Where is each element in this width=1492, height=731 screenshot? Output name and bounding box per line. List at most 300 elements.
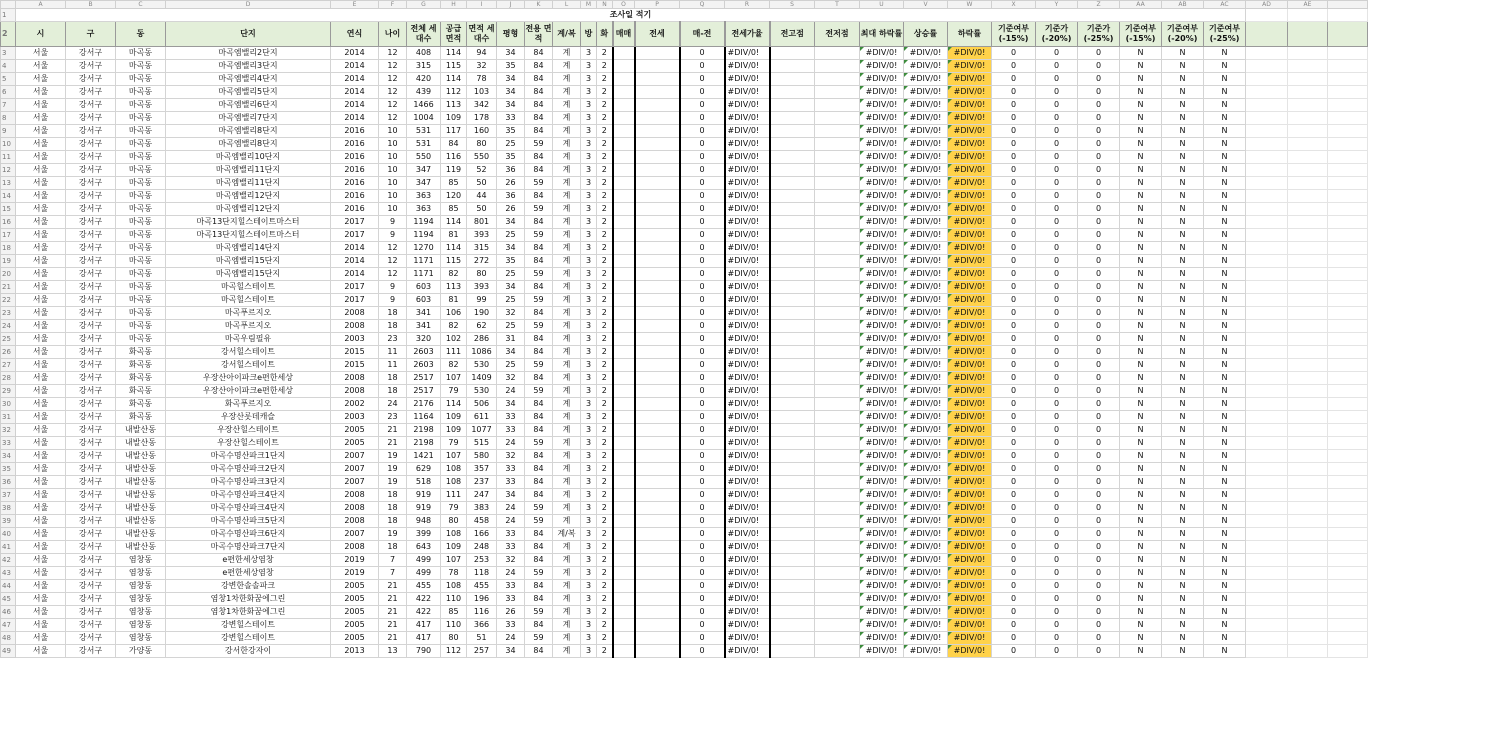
- data-cell[interactable]: #DIV/0!: [725, 268, 770, 281]
- data-cell[interactable]: [770, 177, 815, 190]
- data-cell[interactable]: [635, 86, 680, 99]
- data-cell[interactable]: 강서구: [66, 346, 116, 359]
- data-cell[interactable]: #DIV/0!: [948, 125, 992, 138]
- data-cell[interactable]: #DIV/0!: [948, 203, 992, 216]
- data-cell[interactable]: 화곡동: [116, 398, 166, 411]
- data-cell[interactable]: 내발산동: [116, 489, 166, 502]
- data-cell[interactable]: 108: [441, 528, 467, 541]
- data-cell[interactable]: 계: [553, 606, 581, 619]
- data-cell[interactable]: [815, 359, 860, 372]
- data-cell[interactable]: 0: [1036, 359, 1078, 372]
- data-cell[interactable]: #DIV/0!: [860, 60, 904, 73]
- data-cell[interactable]: [613, 437, 635, 450]
- data-cell[interactable]: 2016: [331, 125, 379, 138]
- data-cell[interactable]: [635, 385, 680, 398]
- empty-cell[interactable]: [1246, 476, 1288, 489]
- data-cell[interactable]: 2016: [331, 138, 379, 151]
- data-cell[interactable]: 84: [525, 346, 553, 359]
- data-cell[interactable]: [635, 528, 680, 541]
- data-cell[interactable]: 0: [1036, 255, 1078, 268]
- data-cell[interactable]: 계: [553, 151, 581, 164]
- data-cell[interactable]: 0: [680, 359, 725, 372]
- data-cell[interactable]: 마곡동: [116, 307, 166, 320]
- data-cell[interactable]: #DIV/0!: [860, 99, 904, 112]
- data-cell[interactable]: [613, 60, 635, 73]
- data-cell[interactable]: 3: [581, 372, 597, 385]
- data-cell[interactable]: 0: [1036, 463, 1078, 476]
- data-cell[interactable]: 2014: [331, 73, 379, 86]
- data-cell[interactable]: #DIV/0!: [904, 606, 948, 619]
- data-cell[interactable]: 85: [441, 203, 467, 216]
- data-cell[interactable]: 0: [1078, 164, 1120, 177]
- data-cell[interactable]: 0: [1036, 632, 1078, 645]
- data-cell[interactable]: 3: [581, 554, 597, 567]
- data-cell[interactable]: 2: [597, 333, 613, 346]
- data-cell[interactable]: 0: [1078, 554, 1120, 567]
- data-cell[interactable]: #DIV/0!: [725, 463, 770, 476]
- data-cell[interactable]: [770, 502, 815, 515]
- empty-cell[interactable]: [1246, 294, 1288, 307]
- data-cell[interactable]: 110: [441, 593, 467, 606]
- data-cell[interactable]: N: [1162, 229, 1204, 242]
- data-cell[interactable]: 107: [441, 450, 467, 463]
- empty-cell[interactable]: [1288, 255, 1328, 268]
- data-cell[interactable]: 166: [467, 528, 497, 541]
- corner-cell[interactable]: [1, 1, 16, 9]
- data-cell[interactable]: [770, 515, 815, 528]
- data-cell[interactable]: 84: [525, 99, 553, 112]
- row-number[interactable]: 46: [1, 606, 16, 619]
- data-cell[interactable]: 마곡수명산파크6단지: [166, 528, 331, 541]
- data-cell[interactable]: #DIV/0!: [725, 203, 770, 216]
- data-cell[interactable]: 32: [497, 450, 525, 463]
- data-cell[interactable]: #DIV/0!: [904, 346, 948, 359]
- data-cell[interactable]: N: [1204, 424, 1246, 437]
- data-cell[interactable]: 0: [992, 541, 1036, 554]
- data-cell[interactable]: N: [1120, 333, 1162, 346]
- data-cell[interactable]: [815, 99, 860, 112]
- data-cell[interactable]: #DIV/0!: [948, 333, 992, 346]
- data-cell[interactable]: #DIV/0!: [948, 463, 992, 476]
- data-cell[interactable]: 마곡수명산파크4단지: [166, 502, 331, 515]
- data-cell[interactable]: N: [1204, 502, 1246, 515]
- empty-cell[interactable]: [1328, 593, 1368, 606]
- data-cell[interactable]: 서울: [16, 138, 66, 151]
- data-cell[interactable]: 363: [407, 190, 441, 203]
- data-cell[interactable]: 84: [525, 151, 553, 164]
- data-cell[interactable]: 3: [581, 164, 597, 177]
- data-cell[interactable]: 0: [992, 294, 1036, 307]
- data-cell[interactable]: #DIV/0!: [948, 476, 992, 489]
- data-cell[interactable]: N: [1204, 372, 1246, 385]
- data-cell[interactable]: N: [1120, 502, 1162, 515]
- data-cell[interactable]: [770, 190, 815, 203]
- data-cell[interactable]: 2176: [407, 398, 441, 411]
- data-cell[interactable]: #DIV/0!: [904, 203, 948, 216]
- data-cell[interactable]: N: [1162, 619, 1204, 632]
- data-cell[interactable]: 3: [581, 151, 597, 164]
- data-cell[interactable]: 36: [497, 190, 525, 203]
- data-cell[interactable]: 3: [581, 424, 597, 437]
- empty-cell[interactable]: [1288, 463, 1328, 476]
- empty-cell[interactable]: [1328, 268, 1368, 281]
- data-cell[interactable]: 114: [441, 216, 467, 229]
- row-number[interactable]: 44: [1, 580, 16, 593]
- data-cell[interactable]: 3: [581, 47, 597, 60]
- data-cell[interactable]: #DIV/0!: [860, 502, 904, 515]
- data-cell[interactable]: 2015: [331, 346, 379, 359]
- empty-cell[interactable]: [1246, 424, 1288, 437]
- empty-cell[interactable]: [1328, 125, 1368, 138]
- column-header-cell[interactable]: 평형: [497, 22, 525, 47]
- empty-cell[interactable]: [1246, 138, 1288, 151]
- data-cell[interactable]: 3: [581, 606, 597, 619]
- data-cell[interactable]: 80: [441, 515, 467, 528]
- data-cell[interactable]: [635, 593, 680, 606]
- empty-cell[interactable]: [1288, 580, 1328, 593]
- data-cell[interactable]: [815, 47, 860, 60]
- data-cell[interactable]: [613, 359, 635, 372]
- data-cell[interactable]: 23: [379, 333, 407, 346]
- data-cell[interactable]: 마곡동: [116, 112, 166, 125]
- data-cell[interactable]: 강서구: [66, 60, 116, 73]
- data-cell[interactable]: N: [1162, 60, 1204, 73]
- data-cell[interactable]: [613, 567, 635, 580]
- data-cell[interactable]: 0: [1078, 268, 1120, 281]
- data-cell[interactable]: #DIV/0!: [860, 151, 904, 164]
- data-cell[interactable]: 강서구: [66, 437, 116, 450]
- data-cell[interactable]: 화곡동: [116, 411, 166, 424]
- data-cell[interactable]: N: [1120, 60, 1162, 73]
- data-cell[interactable]: 34: [497, 645, 525, 658]
- data-cell[interactable]: 마곡동: [116, 164, 166, 177]
- data-cell[interactable]: N: [1204, 320, 1246, 333]
- data-cell[interactable]: 염창동: [116, 567, 166, 580]
- data-cell[interactable]: 계: [553, 372, 581, 385]
- data-cell[interactable]: 0: [1078, 307, 1120, 320]
- data-cell[interactable]: N: [1162, 242, 1204, 255]
- data-cell[interactable]: N: [1204, 229, 1246, 242]
- data-cell[interactable]: #DIV/0!: [725, 294, 770, 307]
- data-cell[interactable]: #DIV/0!: [725, 190, 770, 203]
- data-cell[interactable]: #DIV/0!: [904, 47, 948, 60]
- column-header-y[interactable]: Y: [1036, 1, 1078, 9]
- empty-cell[interactable]: [1328, 60, 1368, 73]
- data-cell[interactable]: [613, 203, 635, 216]
- data-cell[interactable]: 393: [467, 281, 497, 294]
- data-cell[interactable]: #DIV/0!: [725, 164, 770, 177]
- empty-cell[interactable]: [1328, 164, 1368, 177]
- row-number[interactable]: 37: [1, 489, 16, 502]
- data-cell[interactable]: 25: [497, 138, 525, 151]
- data-cell[interactable]: [815, 294, 860, 307]
- data-cell[interactable]: 염창동: [116, 606, 166, 619]
- data-cell[interactable]: 계: [553, 307, 581, 320]
- data-cell[interactable]: 0: [680, 554, 725, 567]
- empty-cell[interactable]: [1288, 151, 1328, 164]
- data-cell[interactable]: [635, 398, 680, 411]
- data-cell[interactable]: 우장산아이파크e편한세상: [166, 372, 331, 385]
- data-cell[interactable]: 0: [1036, 86, 1078, 99]
- data-cell[interactable]: 강서구: [66, 619, 116, 632]
- data-cell[interactable]: 0: [1078, 619, 1120, 632]
- data-cell[interactable]: 계: [553, 203, 581, 216]
- data-cell[interactable]: 2198: [407, 437, 441, 450]
- data-cell[interactable]: #DIV/0!: [725, 138, 770, 151]
- data-cell[interactable]: N: [1120, 632, 1162, 645]
- data-cell[interactable]: 계: [553, 242, 581, 255]
- data-cell[interactable]: [815, 190, 860, 203]
- data-cell[interactable]: #DIV/0!: [904, 476, 948, 489]
- data-cell[interactable]: 0: [1078, 489, 1120, 502]
- data-cell[interactable]: 26: [497, 177, 525, 190]
- data-cell[interactable]: 0: [1078, 242, 1120, 255]
- data-cell[interactable]: 0: [992, 385, 1036, 398]
- data-cell[interactable]: N: [1204, 359, 1246, 372]
- data-cell[interactable]: N: [1120, 138, 1162, 151]
- data-cell[interactable]: 84: [525, 242, 553, 255]
- data-cell[interactable]: #DIV/0!: [904, 190, 948, 203]
- data-cell[interactable]: 3: [581, 216, 597, 229]
- data-cell[interactable]: 117: [441, 125, 467, 138]
- data-cell[interactable]: 서울: [16, 73, 66, 86]
- data-cell[interactable]: 0: [1078, 203, 1120, 216]
- data-cell[interactable]: 마곡동: [116, 151, 166, 164]
- empty-cell[interactable]: [1328, 333, 1368, 346]
- data-cell[interactable]: 109: [441, 541, 467, 554]
- data-cell[interactable]: 10: [379, 164, 407, 177]
- data-cell[interactable]: N: [1204, 86, 1246, 99]
- empty-cell[interactable]: [1246, 645, 1288, 658]
- data-cell[interactable]: 115: [441, 60, 467, 73]
- data-cell[interactable]: 84: [525, 164, 553, 177]
- data-cell[interactable]: [770, 567, 815, 580]
- data-cell[interactable]: 0: [992, 346, 1036, 359]
- data-cell[interactable]: 계: [553, 268, 581, 281]
- data-cell[interactable]: 112: [441, 86, 467, 99]
- data-cell[interactable]: [770, 294, 815, 307]
- data-cell[interactable]: N: [1204, 437, 1246, 450]
- row-number[interactable]: 19: [1, 255, 16, 268]
- data-cell[interactable]: 마곡동: [116, 99, 166, 112]
- data-cell[interactable]: N: [1120, 216, 1162, 229]
- data-cell[interactable]: 0: [680, 541, 725, 554]
- data-cell[interactable]: 118: [467, 567, 497, 580]
- data-cell[interactable]: 1164: [407, 411, 441, 424]
- data-cell[interactable]: N: [1204, 138, 1246, 151]
- data-cell[interactable]: [815, 437, 860, 450]
- data-cell[interactable]: 염창동: [116, 580, 166, 593]
- empty-cell[interactable]: [1246, 73, 1288, 86]
- data-cell[interactable]: 화곡동: [116, 385, 166, 398]
- data-cell[interactable]: [613, 307, 635, 320]
- data-cell[interactable]: [815, 645, 860, 658]
- data-cell[interactable]: 0: [992, 73, 1036, 86]
- data-cell[interactable]: 강서구: [66, 424, 116, 437]
- data-cell[interactable]: 계: [553, 398, 581, 411]
- column-header-w[interactable]: W: [948, 1, 992, 9]
- data-cell[interactable]: N: [1120, 229, 1162, 242]
- data-cell[interactable]: 0: [1036, 281, 1078, 294]
- data-cell[interactable]: 515: [467, 437, 497, 450]
- data-cell[interactable]: [770, 164, 815, 177]
- data-cell[interactable]: #DIV/0!: [860, 554, 904, 567]
- data-cell[interactable]: [613, 606, 635, 619]
- data-cell[interactable]: N: [1120, 411, 1162, 424]
- empty-cell[interactable]: [1328, 580, 1368, 593]
- data-cell[interactable]: [635, 47, 680, 60]
- data-cell[interactable]: #DIV/0!: [904, 632, 948, 645]
- data-cell[interactable]: 2: [597, 450, 613, 463]
- data-cell[interactable]: #DIV/0!: [860, 190, 904, 203]
- data-cell[interactable]: [770, 346, 815, 359]
- data-cell[interactable]: #DIV/0!: [904, 424, 948, 437]
- data-cell[interactable]: [815, 333, 860, 346]
- data-cell[interactable]: 2: [597, 281, 613, 294]
- data-cell[interactable]: 0: [680, 372, 725, 385]
- data-cell[interactable]: 0: [1036, 73, 1078, 86]
- data-cell[interactable]: 마곡동: [116, 333, 166, 346]
- data-cell[interactable]: 3: [581, 203, 597, 216]
- data-cell[interactable]: #DIV/0!: [860, 47, 904, 60]
- data-cell[interactable]: 12: [379, 242, 407, 255]
- empty-cell[interactable]: [1288, 437, 1328, 450]
- data-cell[interactable]: #DIV/0!: [725, 632, 770, 645]
- data-cell[interactable]: 0: [680, 125, 725, 138]
- data-cell[interactable]: 0: [1036, 411, 1078, 424]
- data-cell[interactable]: 강서구: [66, 281, 116, 294]
- data-cell[interactable]: 2: [597, 632, 613, 645]
- data-cell[interactable]: 0: [680, 60, 725, 73]
- empty-cell[interactable]: [1246, 281, 1288, 294]
- data-cell[interactable]: 서울: [16, 554, 66, 567]
- data-cell[interactable]: 0: [1078, 138, 1120, 151]
- data-cell[interactable]: 59: [525, 502, 553, 515]
- data-cell[interactable]: 33: [497, 528, 525, 541]
- data-cell[interactable]: 34: [497, 489, 525, 502]
- row-number[interactable]: 38: [1, 502, 16, 515]
- data-cell[interactable]: N: [1120, 190, 1162, 203]
- data-cell[interactable]: 81: [441, 229, 467, 242]
- data-cell[interactable]: 2: [597, 593, 613, 606]
- data-cell[interactable]: [613, 294, 635, 307]
- data-cell[interactable]: #DIV/0!: [725, 554, 770, 567]
- data-cell[interactable]: 3: [581, 619, 597, 632]
- empty-cell[interactable]: [1246, 489, 1288, 502]
- data-cell[interactable]: [815, 151, 860, 164]
- data-cell[interactable]: 3: [581, 450, 597, 463]
- data-cell[interactable]: 마곡동: [116, 242, 166, 255]
- data-cell[interactable]: [815, 268, 860, 281]
- data-cell[interactable]: 801: [467, 216, 497, 229]
- data-cell[interactable]: 2: [597, 177, 613, 190]
- data-cell[interactable]: 499: [407, 554, 441, 567]
- data-cell[interactable]: N: [1162, 294, 1204, 307]
- row-number[interactable]: 14: [1, 190, 16, 203]
- empty-cell[interactable]: [1246, 385, 1288, 398]
- data-cell[interactable]: #DIV/0!: [948, 99, 992, 112]
- data-cell[interactable]: 0: [1078, 151, 1120, 164]
- data-cell[interactable]: [613, 112, 635, 125]
- empty-cell[interactable]: [1246, 593, 1288, 606]
- data-cell[interactable]: [635, 281, 680, 294]
- empty-cell[interactable]: [1246, 203, 1288, 216]
- data-cell[interactable]: 21: [379, 437, 407, 450]
- data-cell[interactable]: #DIV/0!: [860, 177, 904, 190]
- data-cell[interactable]: 84: [525, 190, 553, 203]
- data-cell[interactable]: 84: [525, 333, 553, 346]
- data-cell[interactable]: 26: [497, 606, 525, 619]
- data-cell[interactable]: 0: [1078, 73, 1120, 86]
- data-cell[interactable]: N: [1162, 372, 1204, 385]
- data-cell[interactable]: 2: [597, 320, 613, 333]
- data-cell[interactable]: 21: [379, 606, 407, 619]
- data-cell[interactable]: e편한세상염창: [166, 567, 331, 580]
- data-cell[interactable]: #DIV/0!: [725, 216, 770, 229]
- data-cell[interactable]: 2: [597, 398, 613, 411]
- data-cell[interactable]: N: [1162, 580, 1204, 593]
- data-cell[interactable]: [635, 450, 680, 463]
- column-header-cell[interactable]: 최대 하락률: [860, 22, 904, 47]
- data-cell[interactable]: N: [1204, 567, 1246, 580]
- data-cell[interactable]: [635, 294, 680, 307]
- data-cell[interactable]: 계: [553, 190, 581, 203]
- data-cell[interactable]: 마곡동: [116, 320, 166, 333]
- data-cell[interactable]: 116: [467, 606, 497, 619]
- data-cell[interactable]: #DIV/0!: [948, 645, 992, 658]
- data-cell[interactable]: 919: [407, 502, 441, 515]
- data-cell[interactable]: #DIV/0!: [904, 294, 948, 307]
- data-cell[interactable]: #DIV/0!: [725, 125, 770, 138]
- data-cell[interactable]: 35: [497, 151, 525, 164]
- data-cell[interactable]: 0: [680, 190, 725, 203]
- data-cell[interactable]: 강서구: [66, 489, 116, 502]
- data-cell[interactable]: 서울: [16, 463, 66, 476]
- data-cell[interactable]: #DIV/0!: [860, 489, 904, 502]
- data-cell[interactable]: N: [1162, 606, 1204, 619]
- data-cell[interactable]: 80: [467, 138, 497, 151]
- data-cell[interactable]: #DIV/0!: [860, 164, 904, 177]
- data-cell[interactable]: #DIV/0!: [948, 580, 992, 593]
- data-cell[interactable]: #DIV/0!: [948, 385, 992, 398]
- data-cell[interactable]: #DIV/0!: [860, 567, 904, 580]
- data-cell[interactable]: 2005: [331, 580, 379, 593]
- data-cell[interactable]: 0: [1036, 567, 1078, 580]
- data-cell[interactable]: 12: [379, 255, 407, 268]
- data-cell[interactable]: 0: [1036, 606, 1078, 619]
- column-header-cell[interactable]: 시: [16, 22, 66, 47]
- data-cell[interactable]: 51: [467, 632, 497, 645]
- empty-cell[interactable]: [1246, 333, 1288, 346]
- empty-cell[interactable]: [1288, 60, 1328, 73]
- data-cell[interactable]: #DIV/0!: [860, 294, 904, 307]
- data-cell[interactable]: [635, 151, 680, 164]
- data-cell[interactable]: #DIV/0!: [725, 229, 770, 242]
- data-cell[interactable]: 강서구: [66, 333, 116, 346]
- data-cell[interactable]: 2014: [331, 255, 379, 268]
- data-cell[interactable]: e편한세상염창: [166, 554, 331, 567]
- data-cell[interactable]: #DIV/0!: [860, 424, 904, 437]
- empty-cell[interactable]: [1246, 112, 1288, 125]
- data-cell[interactable]: 0: [1036, 489, 1078, 502]
- data-cell[interactable]: 24: [379, 398, 407, 411]
- data-cell[interactable]: 108: [441, 463, 467, 476]
- data-cell[interactable]: 강서구: [66, 411, 116, 424]
- data-cell[interactable]: N: [1162, 515, 1204, 528]
- empty-cell[interactable]: [1328, 242, 1368, 255]
- data-cell[interactable]: #DIV/0!: [860, 541, 904, 554]
- data-cell[interactable]: 18: [379, 372, 407, 385]
